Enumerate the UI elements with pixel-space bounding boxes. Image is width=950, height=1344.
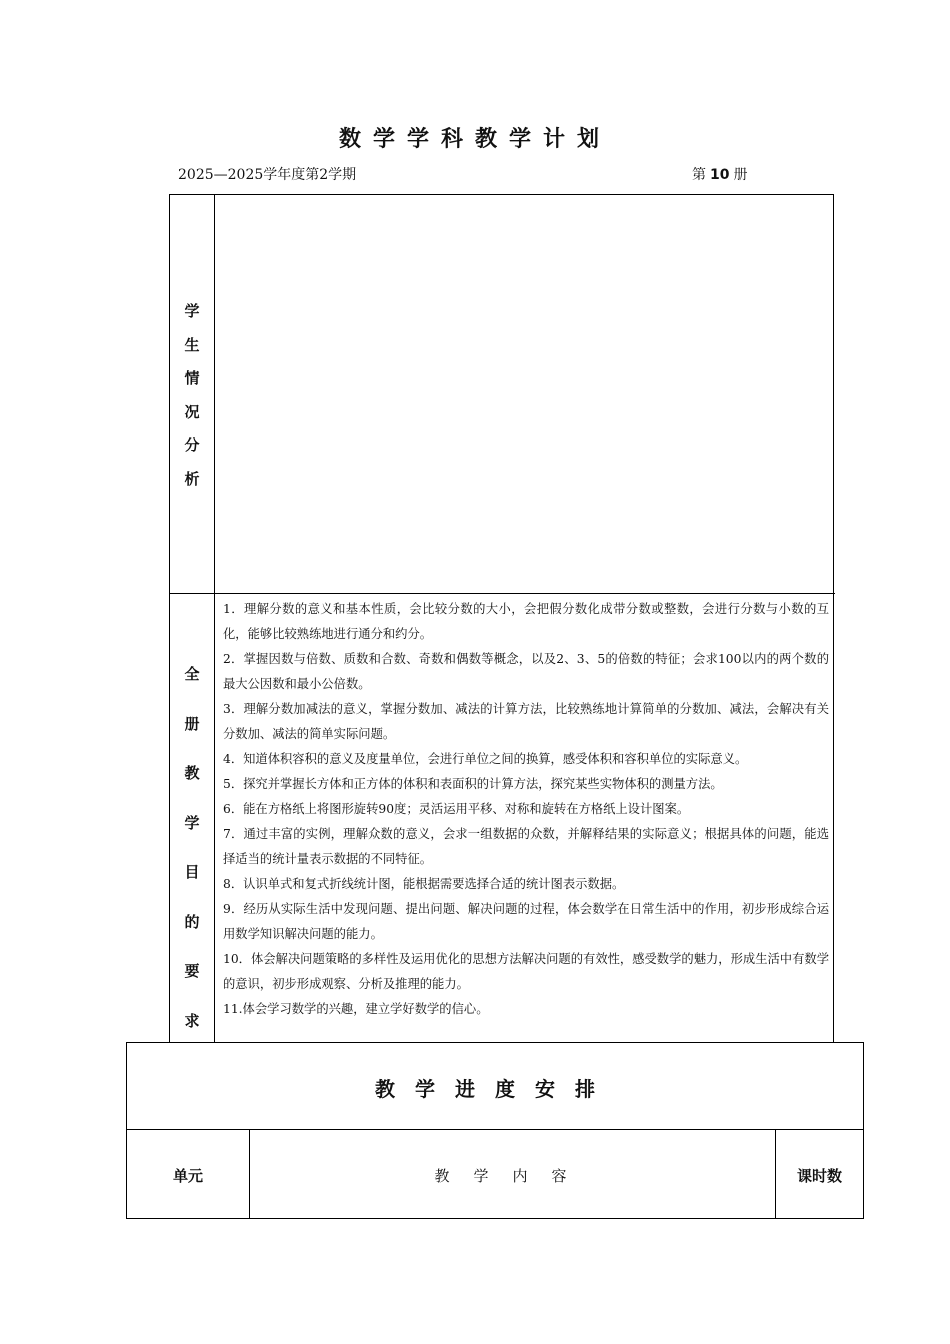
table-divider-vertical — [214, 195, 215, 1043]
label-char: 分 — [184, 436, 200, 454]
label-char: 求 — [184, 1011, 200, 1030]
requirement-item: 6．能在方格纸上将图形旋转90度；灵活运用平移、对称和旋转在方格纸上设计图案。 — [223, 802, 690, 816]
school-year: 2025—2025学年度第2学期 — [178, 167, 357, 183]
teaching-goals-label — [170, 650, 214, 1046]
requirement-item: 5．探究并掌握长方体和正方体的体积和表面积的计算方法，探究某些实物体积的测量方法。 — [223, 777, 723, 791]
label-char: 况 — [184, 402, 200, 421]
volume-info — [692, 164, 747, 184]
requirement-item: 1．理解分数的意义和基本性质，会比较分数的大小，会把假分数化成带分数或整数，会进行分数与小数的互化，能够比较熟练地进行通分和约分。 — [223, 602, 829, 641]
requirement-item: 9．经历从实际生活中发现问题、提出问题、解决问题的过程，体会数学在日常生活中的作用，初步形成综合运用数学知识解决问题的能力。 — [223, 902, 829, 941]
page-title: 数学学科教学计划 — [338, 127, 611, 152]
label-char: 教 — [184, 764, 200, 782]
requirement-item: 2．掌握因数与倍数、质数和合数、奇数和偶数等概念，以及2、3、5的倍数的特征；会求100以内的两个数的最大公因数和最小公倍数。 — [223, 652, 829, 691]
teaching-plan-table — [169, 194, 834, 1042]
column-header-unit: 单元 — [172, 1167, 203, 1185]
label-char: 学 — [184, 302, 200, 320]
column-header-hours: 课时数 — [796, 1167, 842, 1185]
label-char: 析 — [184, 469, 200, 488]
requirement-item: 8．认识单式和复式折线统计图，能根据需要选择合适的统计图表示数据。 — [223, 877, 625, 891]
schedule-title: 教学进度安排 — [375, 1077, 615, 1101]
label-char: 生 — [184, 335, 200, 354]
label-char: 全 — [184, 665, 200, 683]
column-header-content: 教学内容 — [434, 1167, 591, 1185]
student-analysis-label — [170, 295, 214, 496]
label-char: 要 — [184, 962, 200, 980]
requirement-item: 4．知道体积容积的意义及度量单位，会进行单位之间的换算，感受体积和容积单位的实际意义。 — [223, 752, 748, 766]
label-char: 情 — [184, 369, 200, 387]
label-char: 的 — [184, 912, 200, 931]
requirement-item: 3．理解分数加减法的意义，掌握分数加、减法的计算方法，比较熟练地计算简单的分数加、减法，会解决有关分数加、减法的简单实际问题。 — [223, 702, 829, 741]
label-char: 册 — [184, 714, 200, 733]
volume-prefix: 第 — [692, 167, 706, 183]
volume-suffix: 册 — [733, 167, 748, 183]
schedule-table — [126, 1042, 864, 1219]
label-char: 目 — [184, 863, 200, 881]
volume-number: 10 — [710, 167, 730, 183]
requirement-item: 7．通过丰富的实例，理解众数的意义，会求一组数据的众数，并解释结果的实际意义；根据具体的问题，能选择适当的统计量表示数据的不同特征。 — [223, 827, 829, 866]
label-char: 学 — [184, 813, 200, 832]
table-divider-horizontal — [170, 593, 835, 594]
table-divider-horizontal — [127, 1129, 863, 1130]
requirement-item: 10．体会解决问题策略的多样性及运用优化的思想方法解决问题的有效性，感受数学的魅力，形成生活中有数学的意识，初步形成观察、分析及推理的能力。 — [223, 952, 829, 991]
requirements-list — [223, 597, 829, 1022]
requirement-item: 11.体会学习数学的兴趣，建立学好数学的信心。 — [223, 1002, 489, 1016]
